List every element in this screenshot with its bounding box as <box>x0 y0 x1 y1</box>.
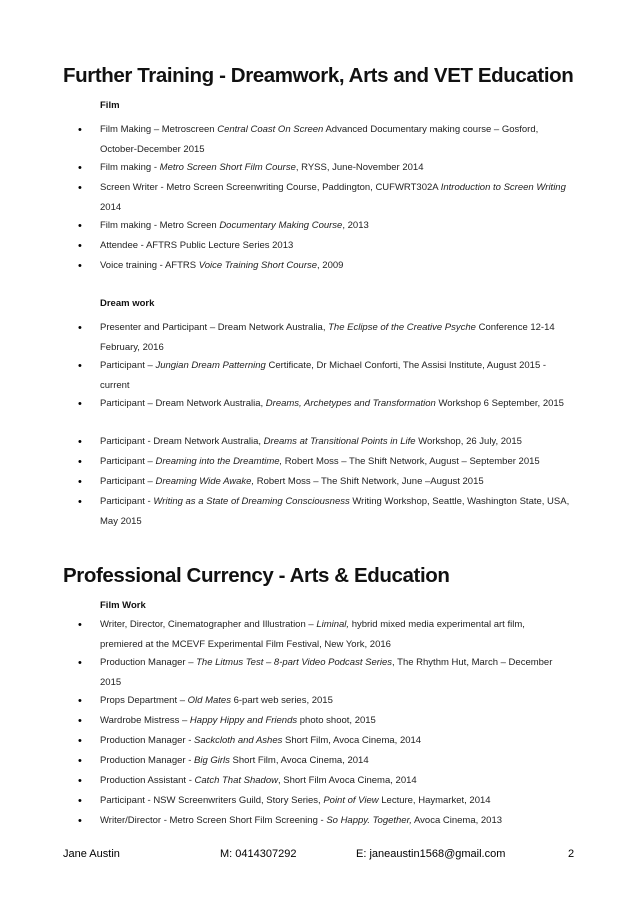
list-item-text: , Short Film Avoca Cinema, 2014 <box>277 775 417 786</box>
list-item-text: Screen Writer - Metro Screen Screenwriting Course, Paddington, CUFWRT302A <box>100 182 441 193</box>
list-item <box>100 615 570 655</box>
list-item <box>100 811 570 831</box>
list-item-text: Participant - Dream Network Australia, <box>100 436 264 447</box>
list-item-italic-title: Metro Screen Short Film Course <box>159 162 296 173</box>
list-item <box>100 452 570 472</box>
list-item <box>100 356 570 396</box>
list-item <box>100 178 570 218</box>
list-item-text: Workshop 6 September, 2015 <box>435 398 564 409</box>
list-item <box>100 432 570 452</box>
list-item-italic-title: Introduction to Screen Writing <box>440 182 566 193</box>
list-item-text: Short Film, Avoca Cinema, 2014 <box>229 755 369 766</box>
subheading-dream-work: Dream work <box>100 298 155 309</box>
list-item-italic-title: Catch That Shadow <box>194 775 278 786</box>
list-item-text: Production Manager - <box>100 755 194 766</box>
list-item-text: Conference 12-14 February, 2016 <box>100 322 555 353</box>
list-item <box>100 120 570 160</box>
list-item-text: Production Manager - <box>100 735 194 746</box>
list-item-text: Voice training - AFTRS <box>100 260 199 271</box>
list-item <box>100 771 570 791</box>
list-item-italic-title: Liminal, <box>316 619 350 630</box>
list-item-text: Writer/Director - Metro Screen Short Film Screening - <box>100 815 327 826</box>
list-item-text: Film making - <box>100 162 160 173</box>
list-item-text: , RYSS, June-November 2014 <box>295 162 424 173</box>
list-item-italic-title: Dreaming into the Dreamtime, <box>155 456 283 467</box>
list-item-text: Short Film, Avoca Cinema, 2014 <box>282 735 422 746</box>
list-item-italic-title: Happy Hippy and Friends <box>189 715 298 726</box>
list-item-italic-title: Big Girls <box>194 755 230 766</box>
list-item-text: Production Manager – <box>100 657 197 668</box>
list-item-text: Participant – <box>100 360 156 371</box>
list-item-text: Film Making – Metroscreen <box>100 124 218 135</box>
list-item-italic-title: Voice Training Short Course <box>198 260 318 271</box>
list-item-text: Lecture, Haymarket, 2014 <box>378 795 491 806</box>
list-item-italic-title: So Happy. Together, <box>326 815 412 826</box>
list-item-italic-title: The Litmus Test – 8-part Video Podcast Series <box>196 657 393 668</box>
list-item-text: Participant – Dream Network Australia, <box>100 398 266 409</box>
list-item <box>100 256 570 276</box>
list-item <box>100 216 570 236</box>
list-item-text: Wardrobe Mistress – <box>100 715 190 726</box>
list-item-text: Participant - NSW Screenwriters Guild, Story Series, <box>100 795 324 806</box>
list-item <box>100 691 570 711</box>
list-item-italic-title: Writing as a State of Dreaming Consciousness <box>153 496 350 507</box>
list-item-text: Workshop, 26 July, 2015 <box>415 436 522 447</box>
list-item-text: 2014 <box>100 202 122 213</box>
list-item-text: Robert Moss – The Shift Network, June –August 2015 <box>254 476 484 487</box>
footer-mobile: M: 0414307292 <box>220 848 297 860</box>
list-item <box>100 731 570 751</box>
list-item-text: Writer, Director, Cinematographer and Illustration – <box>100 619 317 630</box>
list-item-text: Film making - Metro Screen <box>100 220 220 231</box>
list-item-text: Robert Moss – The Shift Network, August – September 2015 <box>282 456 540 467</box>
list-item <box>100 318 570 358</box>
footer-email: E: janeaustin1568@gmail.com <box>356 848 506 860</box>
list-item-text: Props Department – <box>100 695 188 706</box>
list-item-text: Avoca Cinema, 2013 <box>411 815 503 826</box>
list-item-italic-title: Point of View <box>323 795 379 806</box>
list-item <box>100 158 570 178</box>
list-item-text: Attendee - AFTRS Public Lecture Series 2013 <box>100 240 294 251</box>
subheading-film: Film <box>100 100 120 111</box>
section-title-professional-currency: Professional Currency - Arts & Education <box>63 564 450 587</box>
list-item-italic-title: Dreaming Wide Awake, <box>155 476 255 487</box>
list-item <box>100 711 570 731</box>
list-item-italic-title: Jungian Dream Patterning <box>155 360 266 371</box>
footer-page-number: 2 <box>568 848 575 860</box>
list-item-text: Participant – <box>100 476 156 487</box>
list-item-italic-title: Dreams at Transitional Points in Life <box>263 436 416 447</box>
list-item-text: 6-part web series, 2015 <box>230 695 333 706</box>
list-item-text: Certificate, Dr Michael Conforti, The Assisi Institute, August 2015 - current <box>100 360 547 391</box>
list-item <box>100 492 570 532</box>
list-item <box>100 394 570 414</box>
list-item-text: Writing Workshop, Seattle, Washington State, USA, May 2015 <box>100 496 570 527</box>
footer-name: Jane Austin <box>63 848 120 860</box>
list-item-italic-title: Documentary Making Course <box>219 220 343 231</box>
list-item-text: Advanced Documentary making course – Gosford, October-December 2015 <box>100 124 539 155</box>
list-item-text: Presenter and Participant – Dream Network Australia, <box>100 322 329 333</box>
list-item <box>100 791 570 811</box>
list-item <box>100 236 570 256</box>
list-item-text: hybrid mixed media experimental art film, premiered at the MCEVF Experimental Film Festival, New York, 2016 <box>100 619 525 650</box>
list-item-text: , The Rhythm Hut, March – December 2015 <box>100 657 553 688</box>
list-item-text: photo shoot, 2015 <box>297 715 376 726</box>
list-item-italic-title: Central Coast On Screen <box>217 124 324 135</box>
subheading-film-work: Film Work <box>100 600 146 611</box>
list-item-italic-title: The Eclipse of the Creative Psyche <box>328 322 476 333</box>
list-item-text: Participant - <box>100 496 154 507</box>
list-item-italic-title: Old Mates <box>187 695 231 706</box>
list-item-text: Production Assistant - <box>100 775 195 786</box>
list-item <box>100 653 570 693</box>
list-item-italic-title: Dreams, Archetypes and Transformation <box>265 398 436 409</box>
section-title-further-training: Further Training - Dreamwork, Arts and VET Education <box>63 64 574 87</box>
list-item-text: , 2013 <box>342 220 369 231</box>
list-item <box>100 751 570 771</box>
list-item-text: Participant – <box>100 456 156 467</box>
list-item-text: , 2009 <box>317 260 344 271</box>
list-item <box>100 472 570 492</box>
list-item-italic-title: Sackcloth and Ashes <box>194 735 283 746</box>
